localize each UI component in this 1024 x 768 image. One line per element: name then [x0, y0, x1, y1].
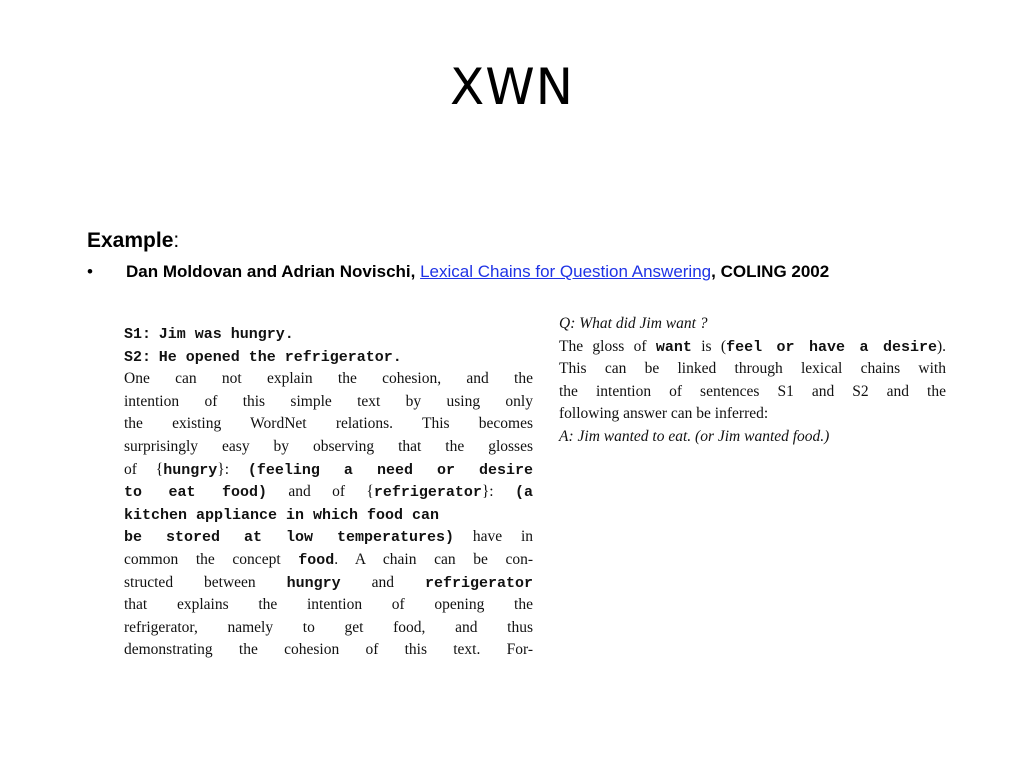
excerpt-line: This can be linked through lexical chains with [559, 360, 946, 378]
excerpt-code: food [298, 551, 335, 569]
excerpt-text: and of { [267, 483, 374, 501]
excerpt-line: following answer can be inferred: [559, 405, 769, 423]
excerpt-code: be stored at low temperatures) [124, 529, 454, 547]
excerpt-text: common the concept [124, 550, 299, 568]
excerpt-line [124, 323, 533, 346]
excerpt-code: hungry [163, 461, 218, 479]
excerpt-text: of { [124, 460, 164, 478]
sentence-label: S2: [124, 348, 152, 366]
excerpt-text: and [340, 573, 425, 591]
excerpt-line: One can not explain the cohesion, and the [124, 370, 533, 388]
example-heading [87, 229, 179, 252]
sentence-label: S1: [124, 326, 152, 343]
excerpt-text: The gloss of [559, 337, 656, 355]
paper-excerpt-right [559, 313, 946, 449]
excerpt-code: (feeling a need or desire [247, 461, 533, 479]
excerpt-text: ). [936, 337, 946, 355]
excerpt-line: surprisingly easy by observing that the glosses [124, 437, 533, 455]
excerpt-text: }: [481, 483, 494, 501]
excerpt-line [124, 481, 533, 504]
excerpt-line: the intention of sentences S1 and S2 and the [559, 382, 946, 400]
excerpt-code: hungry [286, 574, 341, 592]
excerpt-line [124, 459, 533, 482]
sentence-text: Jim was hungry. [158, 326, 294, 343]
excerpt-text: }: [217, 460, 230, 478]
excerpt-line: that explains the intention of opening the [124, 596, 533, 614]
excerpt-text: in [520, 528, 533, 546]
question-text: Q: What did Jim want ? [559, 315, 708, 332]
excerpt-line: the existing WordNet relations. This becomes [124, 415, 533, 433]
excerpt-text: structed between [124, 573, 287, 591]
excerpt-line [559, 336, 946, 359]
excerpt-line: demonstrating the cohesion of this text. For- [124, 641, 533, 659]
excerpt-line [124, 526, 533, 549]
paper-excerpt-left [124, 323, 533, 660]
excerpt-text: is ( [691, 337, 727, 355]
excerpt-code: refrigerator [424, 574, 533, 592]
citation-venue: , COLING 2002 [711, 262, 830, 281]
answer-text: A: Jim wanted to eat. (or Jim wanted food.) [559, 427, 830, 445]
excerpt-text: . A chain can be con- [334, 550, 533, 568]
citation-authors: Dan Moldovan and Adrian Novischi, [126, 262, 421, 281]
excerpt-code: feel or have a desire [726, 338, 937, 356]
question-line [559, 313, 946, 336]
excerpt-line [124, 504, 533, 527]
excerpt-code: want [655, 338, 692, 356]
excerpt-code: (a [514, 484, 533, 502]
example-colon: : [173, 229, 180, 252]
excerpt-code: to eat food) [124, 484, 267, 502]
excerpt-code: refrigerator [373, 484, 482, 502]
paper-link[interactable]: Lexical Chains for Question Answering [420, 262, 712, 281]
excerpt-text: have [472, 528, 503, 546]
sentence-text: He opened the refrigerator. [158, 348, 402, 366]
excerpt-line: intention of this simple text by using only [124, 392, 533, 410]
bullet-icon: • [87, 262, 93, 281]
excerpt-line [124, 572, 533, 595]
citation-bullet [87, 262, 829, 282]
example-label: Example [87, 229, 174, 252]
excerpt-line [124, 549, 533, 572]
excerpt-code: kitchen appliance in which food can [124, 506, 440, 524]
excerpt-line: refrigerator, namely to get food, and thus [124, 618, 533, 636]
excerpt-line [124, 346, 533, 369]
slide-title: XWN [449, 58, 575, 116]
answer-line [559, 426, 946, 449]
